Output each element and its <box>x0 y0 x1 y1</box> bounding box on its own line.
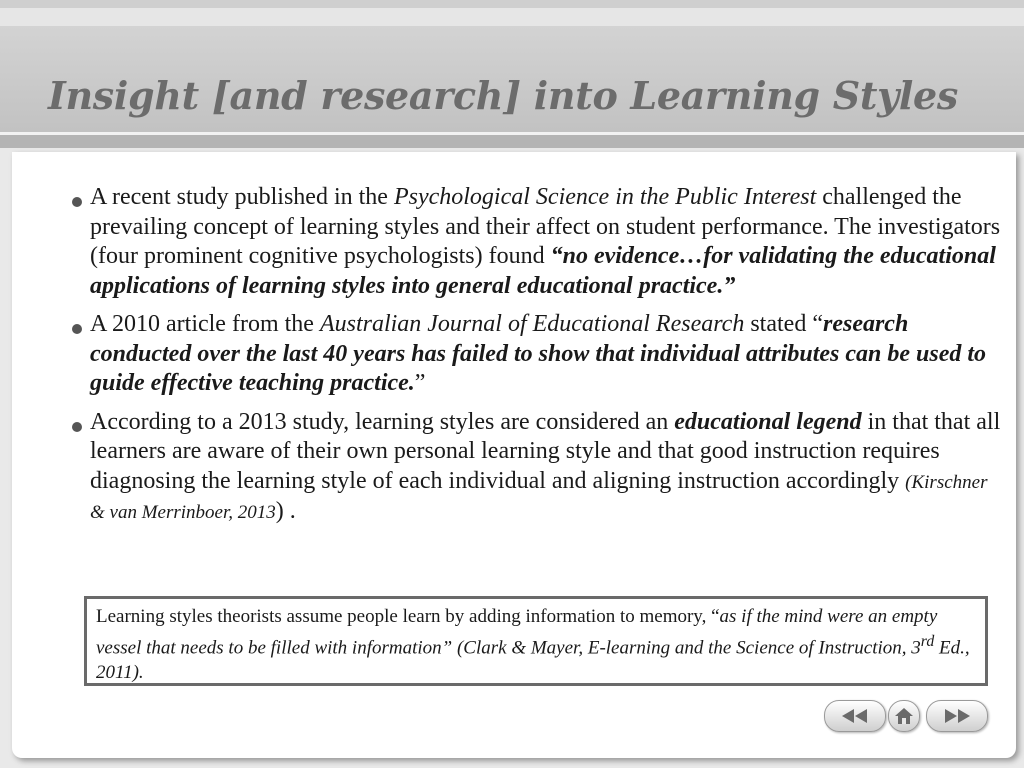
bullet-dot-icon <box>72 422 82 432</box>
bullet-text: challenged the prevailing concept of learning styles and their affect on student performance. The investigators (four prominent cognitive psychologists) found <box>90 184 1001 269</box>
bullet-text: ” <box>414 370 426 396</box>
bullet-text: stated “ <box>744 311 823 337</box>
quote-tail: Ed., 2011). <box>96 637 970 684</box>
quote-box <box>84 596 988 686</box>
next-icon <box>942 709 972 723</box>
quote-lead: Learning styles theorists assume people learn by adding information to memory, “ <box>96 606 720 627</box>
bullet-list <box>66 183 1006 537</box>
emphasized-quote: “no evidence…for validating the educational applications of learning styles into general educational practice.” <box>90 243 996 299</box>
previous-slide-button[interactable] <box>824 700 886 732</box>
title-divider-dark <box>0 135 1024 148</box>
bullet-text: A recent study published in the <box>90 184 394 210</box>
bullet-text: According to a 2013 study, learning styles are considered an <box>90 408 675 435</box>
bullet-item-legend <box>66 408 1006 528</box>
bullet-item-study <box>66 183 1006 301</box>
bullet-dot-icon <box>72 197 82 207</box>
emphasized-term: educational legend <box>674 408 862 435</box>
bullet-text: A 2010 article from the <box>90 311 320 337</box>
home-button[interactable] <box>888 700 920 732</box>
top-strip <box>0 0 1024 8</box>
slide-title: Insight [and research] into Learning Styles <box>48 73 959 118</box>
citation: (Kirschner & van Merrinboer, 2013 <box>90 471 988 523</box>
bullet-item-article <box>66 310 1006 399</box>
journal-title: Australian Journal of Educational Research <box>319 311 745 337</box>
bullet-text: ) . <box>275 498 296 524</box>
emphasized-quote: research conducted over the last 40 years has failed to show that individual attributes can be used to guide effective teaching practice. <box>90 311 987 396</box>
top-strip-light <box>0 8 1024 26</box>
next-slide-button[interactable] <box>926 700 988 732</box>
quote-text: as if the mind were an empty vessel that needs to be filled with information” (Clark & Mayer, E-learning and the Science of Instruction, 3 <box>96 606 938 659</box>
journal-title: Psychological Science in the Public Interest <box>393 184 817 210</box>
bullet-text: in that that all learners are aware of their own personal learning style and that good instruction requires diagnosing the learning style of each individual and aligning instruction accordingly <box>90 408 1001 494</box>
previous-icon <box>840 709 870 723</box>
quote-superscript: rd <box>920 633 935 650</box>
bullet-dot-icon <box>72 324 82 334</box>
home-icon <box>894 707 914 725</box>
